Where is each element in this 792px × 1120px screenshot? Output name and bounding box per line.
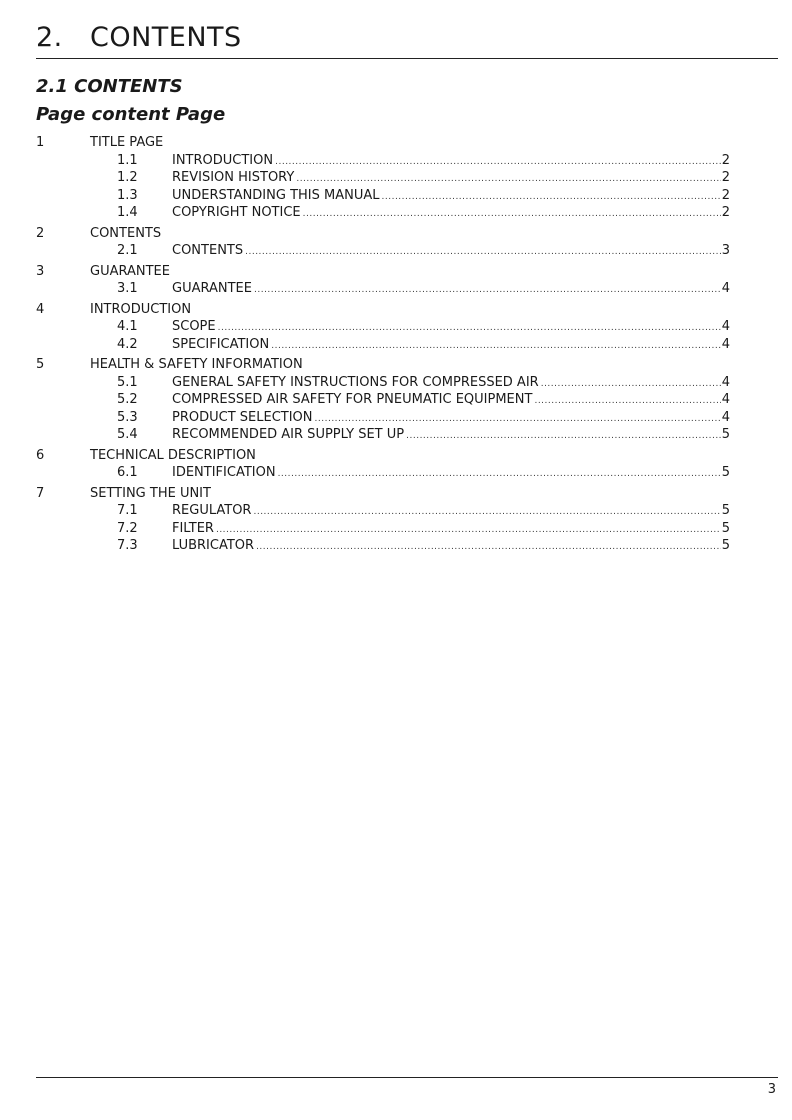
entry-number: 1.1 bbox=[117, 152, 138, 168]
heading-divider bbox=[36, 58, 778, 59]
page-number: 3 bbox=[767, 1082, 776, 1097]
entry-title: LUBRICATOR bbox=[172, 538, 255, 553]
toc-entry[interactable] bbox=[36, 280, 730, 298]
chapter-row[interactable] bbox=[36, 263, 730, 281]
entry-title: UNDERSTANDING THIS MANUAL bbox=[172, 187, 380, 203]
entry-page-number: 2 bbox=[721, 205, 730, 220]
dot-leader bbox=[278, 464, 721, 484]
chapter-row[interactable] bbox=[36, 447, 730, 465]
chapter-number: 7 bbox=[36, 485, 45, 501]
chapter-row[interactable] bbox=[36, 225, 730, 243]
chapter-row[interactable] bbox=[36, 356, 730, 374]
entry-title: COPYRIGHT NOTICE bbox=[172, 205, 301, 220]
toc-entry[interactable] bbox=[36, 204, 730, 222]
toc-chapter bbox=[36, 485, 730, 555]
footer-divider bbox=[36, 1077, 778, 1078]
chapter-number: 1 bbox=[36, 135, 45, 150]
entry-number: 1.3 bbox=[117, 187, 138, 203]
entry-title: GUARANTEE bbox=[172, 281, 252, 296]
entry-number: 5.3 bbox=[117, 409, 138, 425]
toc-chapter bbox=[36, 134, 730, 222]
chapter-title: INTRODUCTION bbox=[90, 301, 192, 317]
chapter-row[interactable] bbox=[36, 485, 730, 503]
chapter-number: 2 bbox=[36, 225, 45, 241]
entry-page-number: 4 bbox=[721, 392, 730, 407]
chapter-title: TECHNICAL DESCRIPTION bbox=[90, 447, 256, 463]
entry-number: 4.2 bbox=[117, 336, 138, 352]
entry-page-number: 2 bbox=[721, 152, 730, 168]
chapter-number: 5 bbox=[36, 357, 45, 372]
dot-leader bbox=[254, 280, 721, 300]
entry-page-number: 3 bbox=[721, 243, 730, 258]
toc-entry[interactable] bbox=[36, 502, 730, 520]
toc-chapter bbox=[36, 263, 730, 298]
toc-subtitle: Page content Page bbox=[36, 104, 226, 125]
entry-page-number: 5 bbox=[721, 465, 730, 480]
entry-number: 1.2 bbox=[117, 170, 138, 185]
chapter-title: GUARANTEE bbox=[90, 263, 170, 279]
chapter-row[interactable] bbox=[36, 301, 730, 319]
page-heading bbox=[36, 22, 242, 53]
toc-entry[interactable] bbox=[36, 374, 730, 392]
toc-chapter bbox=[36, 225, 730, 260]
entry-page-number: 4 bbox=[721, 336, 730, 352]
entry-number: 5.1 bbox=[117, 374, 138, 390]
toc-entry[interactable] bbox=[36, 426, 730, 444]
section-title: 2.1 CONTENTS bbox=[36, 76, 183, 97]
entry-page-number: 4 bbox=[721, 409, 730, 425]
entry-number: 3.1 bbox=[117, 281, 138, 296]
toc-entry[interactable] bbox=[36, 391, 730, 409]
toc-entry[interactable] bbox=[36, 537, 730, 555]
toc-entry[interactable] bbox=[36, 187, 730, 205]
toc-chapter bbox=[36, 356, 730, 444]
chapter-row[interactable] bbox=[36, 134, 730, 152]
entry-title: REVISION HISTORY bbox=[172, 170, 295, 185]
entry-number: 4.1 bbox=[117, 319, 138, 334]
heading-title: CONTENTS bbox=[90, 22, 242, 53]
entry-page-number: 5 bbox=[721, 427, 730, 442]
entry-number: 7.3 bbox=[117, 538, 138, 553]
entry-page-number: 4 bbox=[721, 281, 730, 296]
entry-page-number: 2 bbox=[721, 170, 730, 185]
toc-chapter bbox=[36, 447, 730, 482]
chapter-number: 4 bbox=[36, 301, 45, 317]
entry-title: SPECIFICATION bbox=[172, 336, 270, 352]
entry-title: SCOPE bbox=[172, 319, 216, 334]
toc-entry[interactable] bbox=[36, 169, 730, 187]
dot-leader bbox=[256, 537, 721, 557]
dot-leader bbox=[406, 426, 721, 446]
chapter-number: 3 bbox=[36, 263, 45, 279]
entry-page-number: 4 bbox=[721, 374, 730, 390]
entry-title: IDENTIFICATION bbox=[172, 465, 276, 480]
dot-leader bbox=[303, 204, 721, 224]
toc-entry[interactable] bbox=[36, 152, 730, 170]
entry-page-number: 2 bbox=[721, 187, 730, 203]
toc-entry[interactable] bbox=[36, 242, 730, 260]
entry-title: REGULATOR bbox=[172, 503, 252, 518]
entry-number: 7.1 bbox=[117, 503, 138, 518]
entry-title: GENERAL SAFETY INSTRUCTIONS FOR COMPRESSED AIR bbox=[172, 374, 539, 390]
entry-title: RECOMMENDED AIR SUPPLY SET UP bbox=[172, 427, 405, 442]
chapter-title: CONTENTS bbox=[90, 225, 162, 241]
toc-entry[interactable] bbox=[36, 318, 730, 336]
dot-leader bbox=[245, 242, 721, 262]
toc-chapter bbox=[36, 301, 730, 354]
toc-entry[interactable] bbox=[36, 409, 730, 427]
toc-entry[interactable] bbox=[36, 336, 730, 354]
entry-title: PRODUCT SELECTION bbox=[172, 409, 313, 425]
entry-number: 2.1 bbox=[117, 243, 138, 258]
chapter-title: SETTING THE UNIT bbox=[90, 485, 211, 501]
entry-number: 7.2 bbox=[117, 520, 138, 536]
entry-title: COMPRESSED AIR SAFETY FOR PNEUMATIC EQUIPMENT bbox=[172, 392, 533, 407]
toc-entry[interactable] bbox=[36, 464, 730, 482]
table-of-contents bbox=[36, 134, 730, 558]
entry-page-number: 5 bbox=[721, 503, 730, 518]
chapter-title: TITLE PAGE bbox=[90, 135, 164, 150]
entry-page-number: 4 bbox=[721, 319, 730, 334]
chapter-number: 6 bbox=[36, 447, 45, 463]
entry-page-number: 5 bbox=[721, 520, 730, 536]
dot-leader bbox=[271, 336, 720, 356]
heading-number: 2. bbox=[36, 22, 63, 53]
chapter-title: HEALTH & SAFETY INFORMATION bbox=[90, 357, 303, 372]
entry-title: CONTENTS bbox=[172, 243, 244, 258]
entry-number: 5.4 bbox=[117, 427, 138, 442]
entry-number: 5.2 bbox=[117, 392, 138, 407]
entry-number: 6.1 bbox=[117, 465, 138, 480]
entry-number: 1.4 bbox=[117, 205, 138, 220]
entry-page-number: 5 bbox=[721, 538, 730, 553]
toc-entry[interactable] bbox=[36, 520, 730, 538]
entry-title: INTRODUCTION bbox=[172, 152, 274, 168]
entry-title: FILTER bbox=[172, 520, 214, 536]
